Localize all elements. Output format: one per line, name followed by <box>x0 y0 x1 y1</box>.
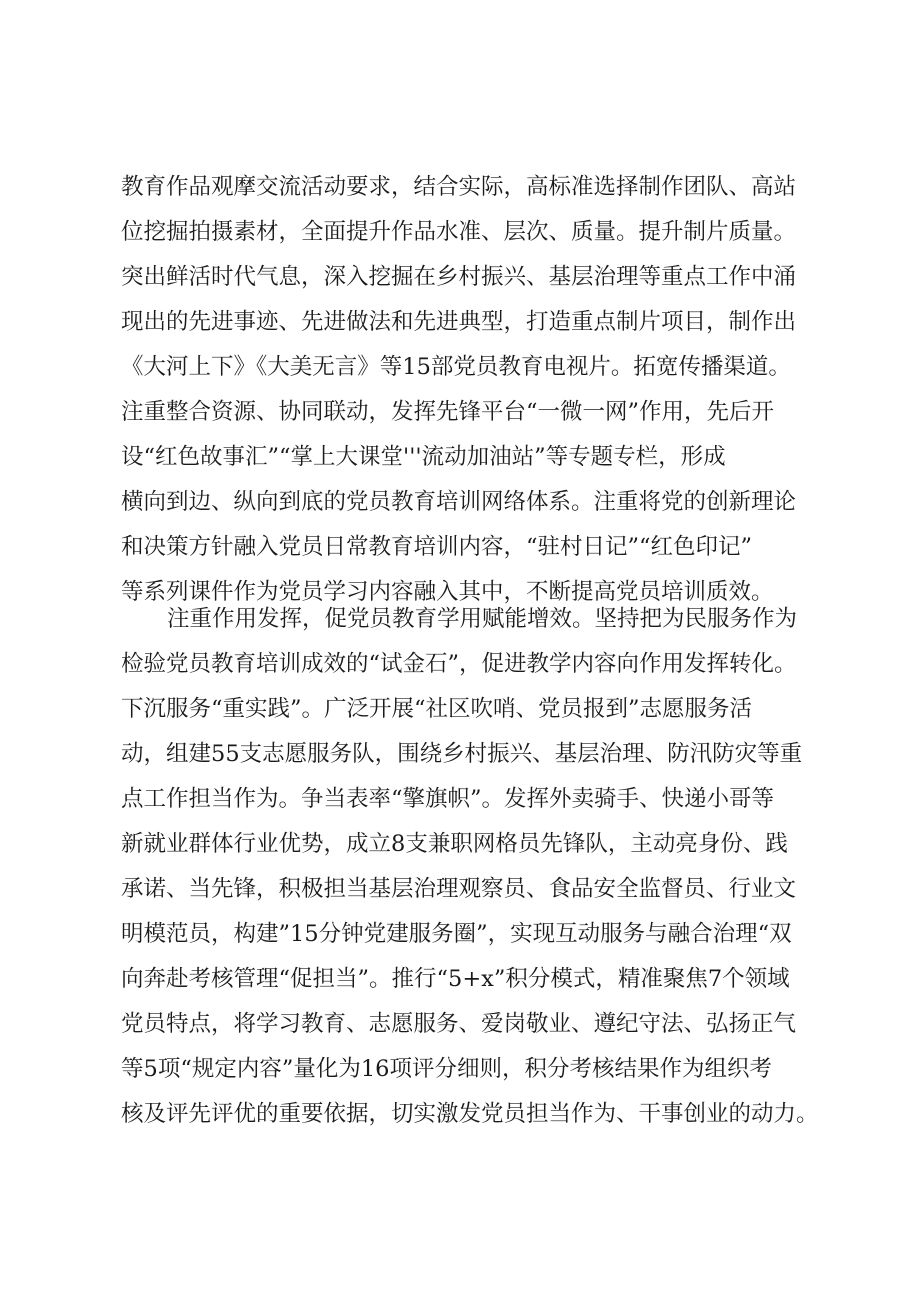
paragraph-line: 等系列课件作为党员学习内容融入其中，不断提高党员培训质效。 <box>121 579 774 605</box>
paragraph-line: 承诺、当先锋，积极担当基层治理观察员、食品安全监督员、行业文 <box>121 876 797 902</box>
paragraph-line: 等5项“规定内容”量化为16项评分细则，积分考核结果作为组织考 <box>121 1056 772 1082</box>
paragraph-line: 下沉服务“重实践”。广泛开展“社区吹哨、党员报到”志愿服务活 <box>121 696 753 722</box>
paragraph-line: 向奔赴考核管理“促担当”。推行“5+x”积分模式，精准聚焦7个领域 <box>121 966 790 992</box>
paragraph-line: 检验党员教育培训成效的“试金石”，促进教学内容向作用发挥转化。 <box>121 651 797 677</box>
paragraph-line: 教育作品观摩交流活动要求，结合实际，高标准选择制作团队、高站 <box>121 174 797 200</box>
paragraph-line: 动，组建55支志愿服务队，围绕乡村振兴、基层治理、防汛防灾等重 <box>121 741 803 767</box>
paragraph-line: 和决策方针融入党员日常教育培训内容，“驻村日记”“红色印记” <box>121 534 753 560</box>
paragraph-line: 注重作用发挥，促党员教育学用赋能增效。坚持把为民服务作为 <box>167 606 798 632</box>
paragraph-line: 党员特点，将学习教育、志愿服务、爱岗敬业、遵纪守法、弘扬正气 <box>121 1011 797 1037</box>
paragraph-line: 位挖掘拍摄素材，全面提升作品水准、层次、质量。提升制片质量。 <box>121 219 797 245</box>
paragraph-line: 注重整合资源、协同联动，发挥先锋平台“一微一网”作用，先后开 <box>121 399 775 425</box>
paragraph-line: 横向到边、纵向到底的党员教育培训网络体系。注重将党的创新理论 <box>121 489 797 515</box>
paragraph-line: 点工作担当作为。争当表率“擎旗帜”。发挥外卖骑手、快递小哥等 <box>121 786 775 812</box>
paragraph-line: 核及评先评优的重要依据，切实激发党员担当作为、干事创业的动力。 <box>121 1101 819 1127</box>
paragraph-line: 突出鲜活时代气息，深入挖掘在乡村振兴、基层治理等重点工作中涌 <box>121 264 797 290</box>
paragraph-line: 设“红色故事汇”“掌上大课堂'''流动加油站”等专题专栏，形成 <box>121 444 726 470</box>
paragraph-line: 《大河上下》《大美无言》等15部党员教育电视片。拓宽传播渠道。 <box>121 354 791 380</box>
paragraph-line: 新就业群体行业优势，成立8支兼职网格员先锋队，主动亮身份、践 <box>121 831 788 857</box>
paragraph-line: 现出的先进事迹、先进做法和先进典型，打造重点制片项目，制作出 <box>121 309 797 335</box>
paragraph-line: 明模范员，构建”15分钟党建服务圈”，实现互动服务与融合治理“双 <box>121 921 792 947</box>
